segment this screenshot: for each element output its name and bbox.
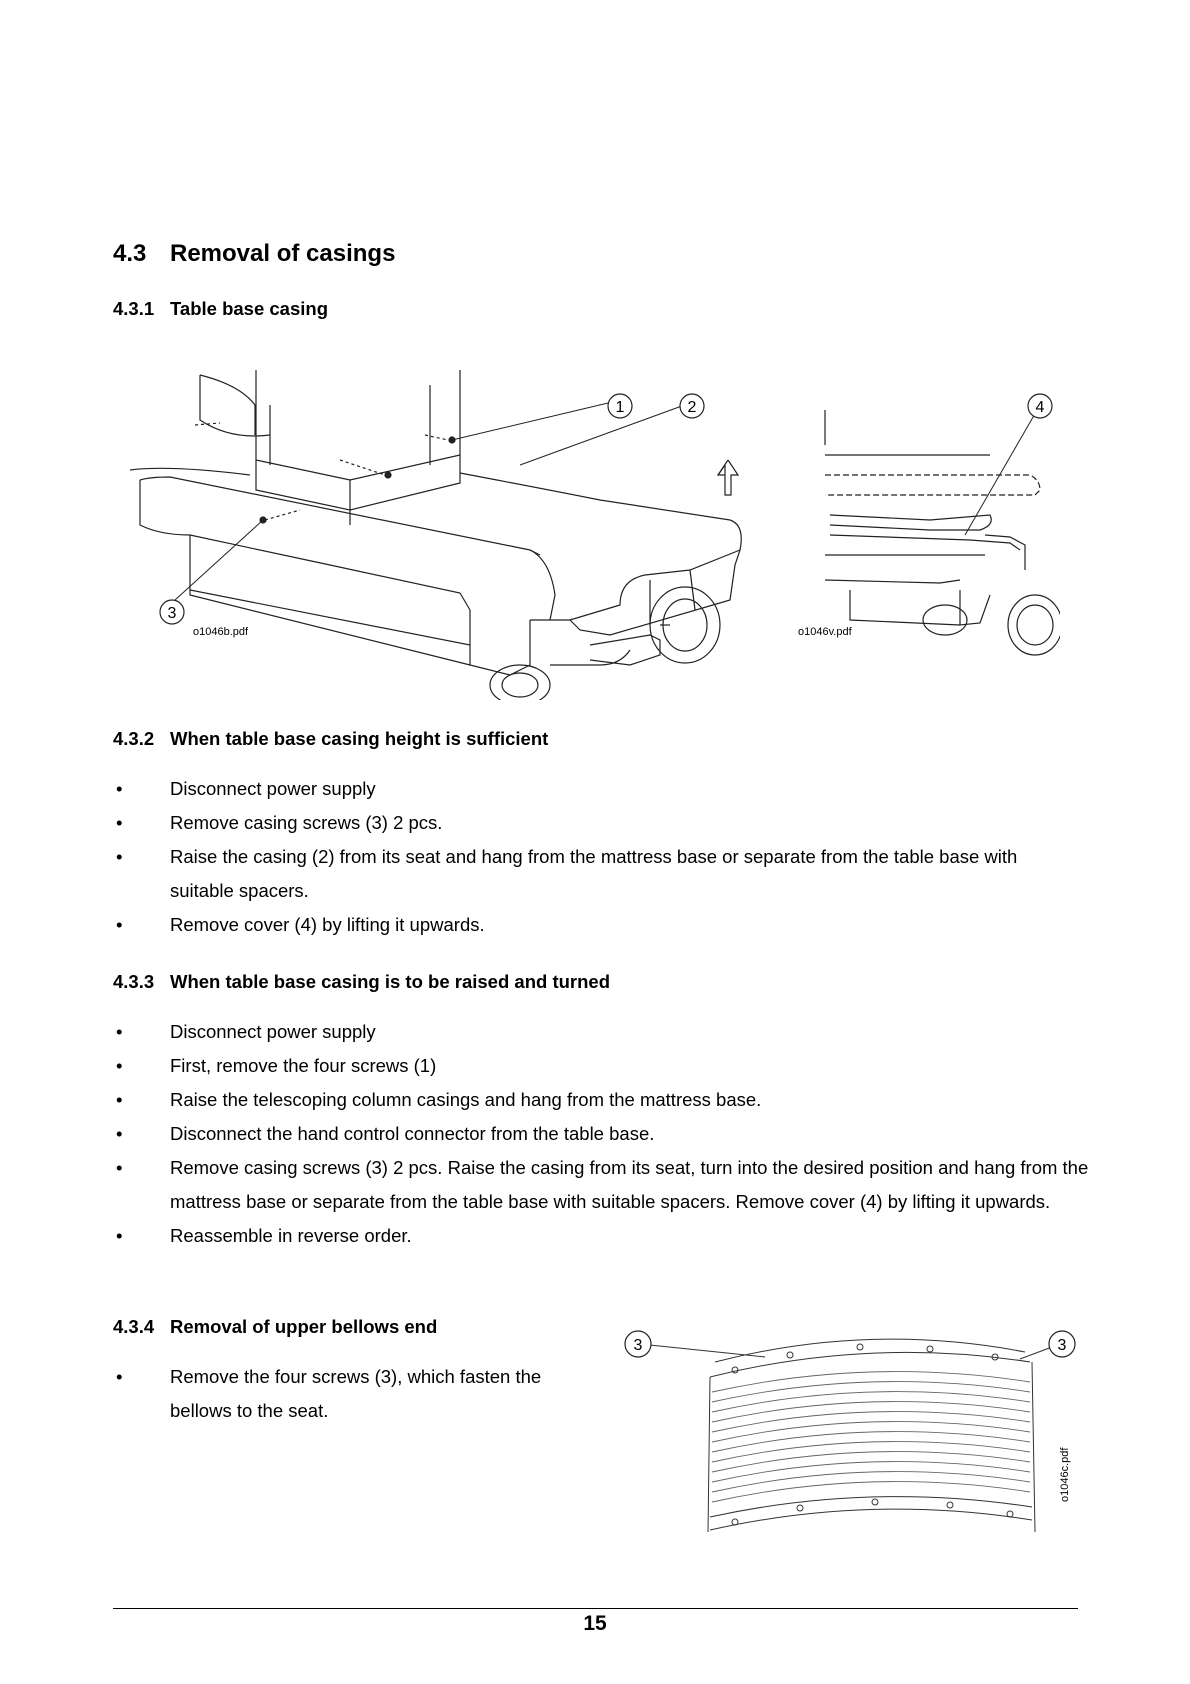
bullet-list-4-3-3 [113, 1015, 1093, 1253]
subsection-number: 4.3.1 [113, 298, 155, 319]
list-item [113, 1219, 1093, 1253]
list-item-text: Raise the casing (2) from its seat and hang from the mattress base or separate from the table base with suitable spacers. [170, 846, 1018, 901]
section-number: 4.3 [113, 240, 147, 267]
list-item [113, 1151, 1093, 1219]
callout-3-right: 3 [1057, 1337, 1067, 1354]
callout-3: 3 [167, 605, 177, 622]
bullet-glyph: • [116, 914, 123, 935]
subsection-number: 4.3.4 [113, 1316, 155, 1337]
list-item-text: Remove cover (4) by lifting it upwards. [170, 914, 485, 935]
list-item [113, 840, 1063, 908]
bullet-list-4-3-2 [113, 772, 1063, 942]
subsection-number: 4.3.3 [113, 971, 155, 992]
subsection-title: When table base casing height is sufficient [170, 728, 549, 749]
subsection-title: Removal of upper bellows end [170, 1316, 438, 1337]
bullet-glyph: • [116, 1123, 123, 1144]
list-item [113, 772, 1063, 806]
callout-1: 1 [615, 399, 625, 416]
list-item-text: Remove casing screws (3) 2 pcs. [170, 812, 443, 833]
bullet-glyph: • [116, 1225, 123, 1246]
callout-2: 2 [687, 399, 697, 416]
list-item-text: Remove casing screws (3) 2 pcs. Raise the casing from its seat, turn into the desired position and hang from the mattress base or separate from the table base with suitable spacers. Remove cover (4) by lifting it upwards. [170, 1157, 1089, 1212]
list-item [113, 1015, 1093, 1049]
bullet-glyph: • [116, 1021, 123, 1042]
subsection-heading-4-3-3 [113, 971, 610, 993]
bullet-glyph: • [116, 812, 123, 833]
bullet-glyph: • [116, 1366, 123, 1387]
section-heading [113, 240, 395, 268]
figure-filename: o1046c.pdf [1059, 1447, 1071, 1502]
figure-filename: o1046b.pdf [193, 626, 249, 638]
section-title: Removal of casings [170, 240, 396, 267]
list-item-text: First, remove the four screws (1) [170, 1055, 437, 1076]
subsection-heading-4-3-4 [113, 1316, 437, 1338]
bullet-glyph: • [116, 1055, 123, 1076]
bullet-glyph: • [116, 1157, 123, 1178]
list-item [113, 1083, 1093, 1117]
bullet-glyph: • [116, 846, 123, 867]
table-base-figure [130, 365, 790, 700]
bullet-glyph: • [116, 778, 123, 799]
list-item-text: Disconnect power supply [170, 778, 376, 799]
footer-divider [113, 1608, 1078, 1609]
bullet-glyph: • [116, 1089, 123, 1110]
subsection-number: 4.3.2 [113, 728, 155, 749]
list-item-text: Remove the four screws (3), which fasten the bellows to the seat. [170, 1366, 542, 1421]
list-item [113, 1117, 1093, 1151]
subsection-heading-4-3-2 [113, 728, 548, 750]
list-item [113, 806, 1063, 840]
callout-3-left: 3 [633, 1337, 643, 1354]
list-item [113, 1360, 593, 1428]
bellows-figure [620, 1322, 1080, 1532]
page-number: 15 [583, 1612, 607, 1635]
list-item-text: Disconnect the hand control connector from the table base. [170, 1123, 655, 1144]
subsection-title: When table base casing is to be raised and turned [170, 971, 610, 992]
cover-figure [790, 365, 1060, 700]
figure-filename: o1046v.pdf [798, 626, 852, 638]
list-item-text: Disconnect power supply [170, 1021, 376, 1042]
list-item [113, 1049, 1093, 1083]
subsection-heading-4-3-1 [113, 298, 328, 320]
callout-4: 4 [1035, 399, 1045, 416]
subsection-title: Table base casing [170, 298, 328, 319]
bullet-list-4-3-4 [113, 1360, 593, 1428]
list-item-text: Reassemble in reverse order. [170, 1225, 412, 1246]
list-item-text: Raise the telescoping column casings and hang from the mattress base. [170, 1089, 762, 1110]
list-item [113, 908, 1063, 942]
